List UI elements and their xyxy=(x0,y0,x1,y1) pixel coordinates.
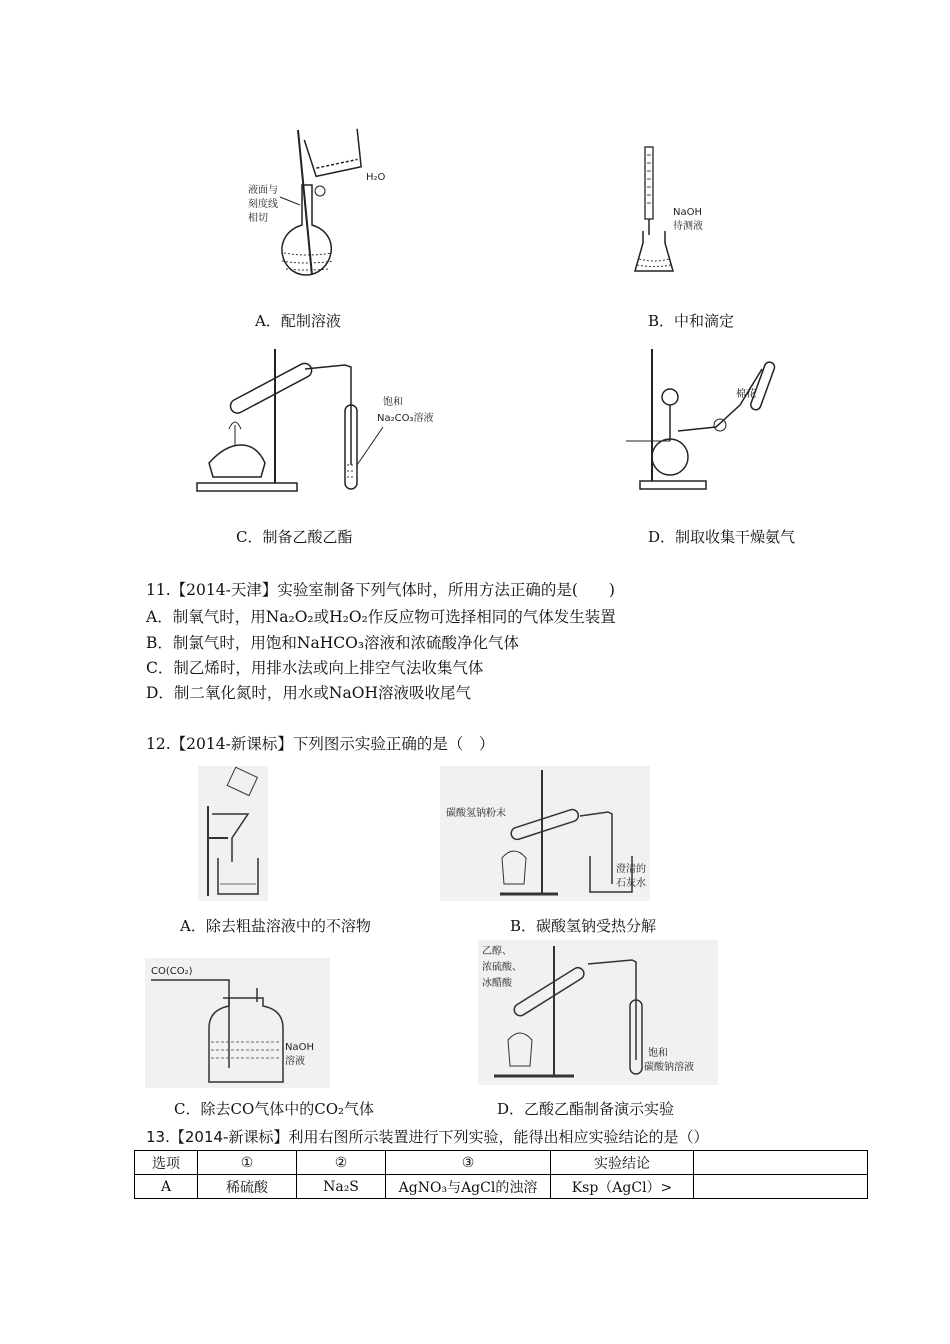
cell-2: Na₂S xyxy=(297,1175,386,1199)
header-2: ② xyxy=(297,1151,386,1175)
q12-figure-c-gas-washing xyxy=(145,958,330,1088)
label-liquid: 液面与 xyxy=(248,185,278,196)
label-clear: 澄清的 xyxy=(616,864,646,875)
label-naoh: NaOH xyxy=(673,207,702,218)
label-h2so4: 浓硫酸、 xyxy=(482,962,522,973)
figure-c-ester-prep xyxy=(195,345,465,495)
cell-extra xyxy=(694,1175,868,1199)
table-header-row xyxy=(135,1151,868,1175)
q11-option-b: B．制氯气时，用饱和NaHCO₃溶液和浓硫酸净化气体 xyxy=(146,634,519,652)
header-option: 选项 xyxy=(135,1151,198,1175)
q12-figure-a-filtration xyxy=(198,766,268,901)
cell-1: 稀硫酸 xyxy=(198,1175,297,1199)
caption-figure-d: D．制取收集干燥氨气 xyxy=(648,528,796,546)
caption-figure-a: A．配制溶液 xyxy=(255,312,341,330)
label-co-co2: CO(CO₂) xyxy=(151,966,193,977)
q11-stem: 11.【2014-天津】实验室制备下列气体时，所用方法正确的是( ) xyxy=(146,581,615,599)
figure-b-titration xyxy=(625,145,735,280)
header-conclusion: 实验结论 xyxy=(551,1151,694,1175)
header-1: ① xyxy=(198,1151,297,1175)
label-na2co3: Na₂CO₃溶液 xyxy=(377,413,434,424)
cell-option: A xyxy=(135,1175,198,1199)
q13-stem: 13.【2014-新课标】利用右图所示装置进行下列实验，能得出相应实验结论的是（） xyxy=(146,1128,709,1146)
label-h2o: H₂O xyxy=(366,172,386,183)
label-acetic: 冰醋酸 xyxy=(482,978,512,989)
cell-3: AgNO₃与AgCl的浊溶 xyxy=(386,1175,551,1199)
caption-figure-b: B．中和滴定 xyxy=(648,312,735,330)
label-analyte: 待测液 xyxy=(673,221,703,232)
label-cotton: 棉花 xyxy=(736,389,756,400)
q11-option-d: D．制二氧化氮时，用水或NaOH溶液吸收尾气 xyxy=(146,684,471,702)
q12-caption-d: D．乙酸乙酯制备演示实验 xyxy=(497,1100,675,1118)
label-na2co3-d: 碳酸钠溶液 xyxy=(644,1062,694,1073)
label-solution: 溶液 xyxy=(285,1056,305,1067)
label-nahco3-powder: 碳酸氢钠粉末 xyxy=(446,808,506,819)
q13-table xyxy=(134,1150,868,1199)
cell-conclusion: Ksp（AgCl）> xyxy=(551,1175,694,1199)
label-saturated: 饱和 xyxy=(383,397,403,408)
q12-caption-c: C．除去CO气体中的CO₂气体 xyxy=(174,1100,375,1118)
header-3: ③ xyxy=(386,1151,551,1175)
label-naoh-c: NaOH xyxy=(285,1042,314,1053)
q12-caption-a: A．除去粗盐溶液中的不溶物 xyxy=(180,917,371,935)
q12-figure-d-ester-demo xyxy=(478,940,718,1085)
label-saturated-d: 饱和 xyxy=(648,1048,668,1059)
q12-stem: 12.【2014-新课标】下列图示实验正确的是（ ） xyxy=(146,735,495,753)
caption-figure-c: C．制备乙酸乙酯 xyxy=(236,528,353,546)
header-extra xyxy=(694,1151,868,1175)
q12-figure-b-decomposition xyxy=(440,766,650,901)
figure-a-prepare-solution xyxy=(240,125,400,280)
figure-d-ammonia-prep xyxy=(620,345,790,495)
label-limewater: 石灰水 xyxy=(616,878,646,889)
q11-option-a: A．制氧气时，用Na₂O₂或H₂O₂作反应物可选择相同的气体发生装置 xyxy=(146,608,616,626)
label-tangent: 相切 xyxy=(248,213,268,224)
label-mark: 刻度线 xyxy=(248,199,278,210)
label-ethanol: 乙醇、 xyxy=(482,946,512,957)
q12-caption-b: B．碳酸氢钠受热分解 xyxy=(510,917,657,935)
q11-option-c: C．制乙烯时，用排水法或向上排空气法收集气体 xyxy=(146,659,484,677)
table-row xyxy=(135,1175,868,1199)
